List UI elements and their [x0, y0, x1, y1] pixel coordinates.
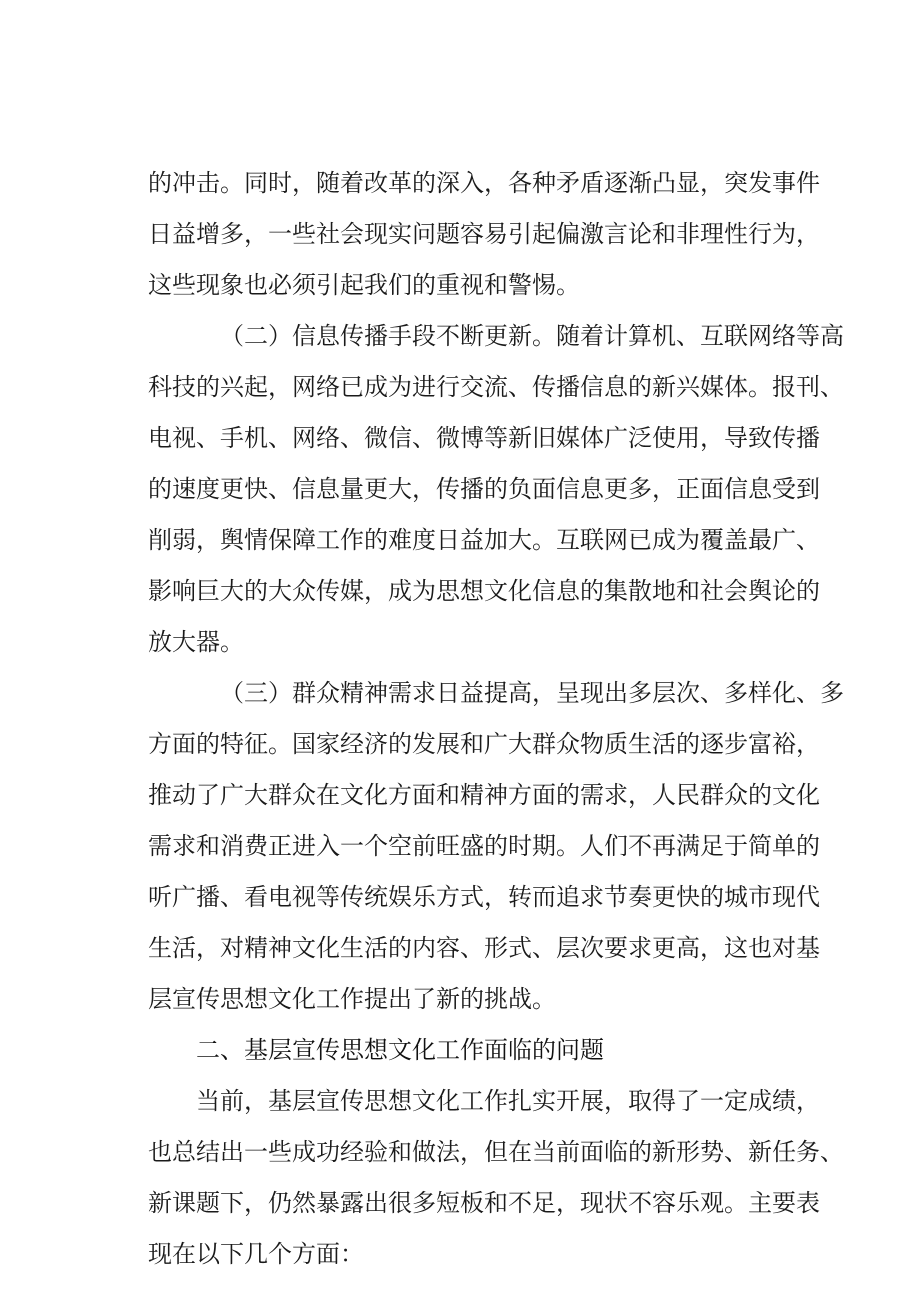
text-line: 现在以下几个方面：: [148, 1240, 364, 1268]
text-line: 这些现象也必须引起我们的重视和警惕。: [148, 271, 580, 299]
text-line: 需求和消费正进入一个空前旺盛的时期。人们不再满足于简单的: [148, 832, 820, 860]
text-line: 电视、手机、网络、微信、微博等新旧媒体广泛使用，导致传播: [148, 424, 820, 452]
text-line: 放大器。: [148, 628, 244, 656]
text-line: 层宣传思想文化工作提出了新的挑战。: [148, 985, 556, 1013]
section-heading: 二、基层宣传思想文化工作面临的问题: [196, 1036, 604, 1064]
text-line: 科技的兴起，网络已成为进行交流、传播信息的新兴媒体。报刊、: [148, 373, 844, 401]
text-line: 生活，对精神文化生活的内容、形式、层次要求更高，这也对基: [148, 934, 820, 962]
paragraph-continuation: [148, 158, 820, 311]
text-line: 的冲击。同时，随着改革的深入，各种矛盾逐渐凸显，突发事件: [148, 169, 820, 197]
text-line: 方面的特征。国家经济的发展和广大群众物质生活的逐步富裕，: [148, 730, 820, 758]
paragraph-info-dissemination: [148, 311, 844, 668]
paragraph-spiritual-needs: [148, 668, 844, 1025]
text-line: 的速度更快、信息量更大，传播的负面信息更多，正面信息受到: [148, 475, 820, 503]
text-line: 影响巨大的大众传媒，成为思想文化信息的集散地和社会舆论的: [148, 577, 820, 605]
document-body: [148, 158, 844, 1280]
text-line: 当前，基层宣传思想文化工作扎实开展，取得了一定成绩，: [196, 1087, 820, 1115]
text-line: 也总结出一些成功经验和做法，但在当前面临的新形势、新任务、: [148, 1138, 844, 1166]
text-line: 新课题下，仍然暴露出很多短板和不足，现状不容乐观。主要表: [148, 1189, 820, 1217]
text-line: 推动了广大群众在文化方面和精神方面的需求，人民群众的文化: [148, 781, 820, 809]
text-line: 听广播、看电视等传统娱乐方式，转而追求节奏更快的城市现代: [148, 883, 820, 911]
text-line: （二）信息传播手段不断更新。随着计算机、互联网络等高: [220, 322, 844, 350]
text-line: （三）群众精神需求日益提高，呈现出多层次、多样化、多: [220, 679, 844, 707]
text-line: 削弱，舆情保障工作的难度日益加大。互联网已成为覆盖最广、: [148, 526, 820, 554]
paragraph-current-situation: [148, 1076, 844, 1280]
text-line: 日益增多，一些社会现实问题容易引起偏激言论和非理性行为，: [148, 220, 820, 248]
